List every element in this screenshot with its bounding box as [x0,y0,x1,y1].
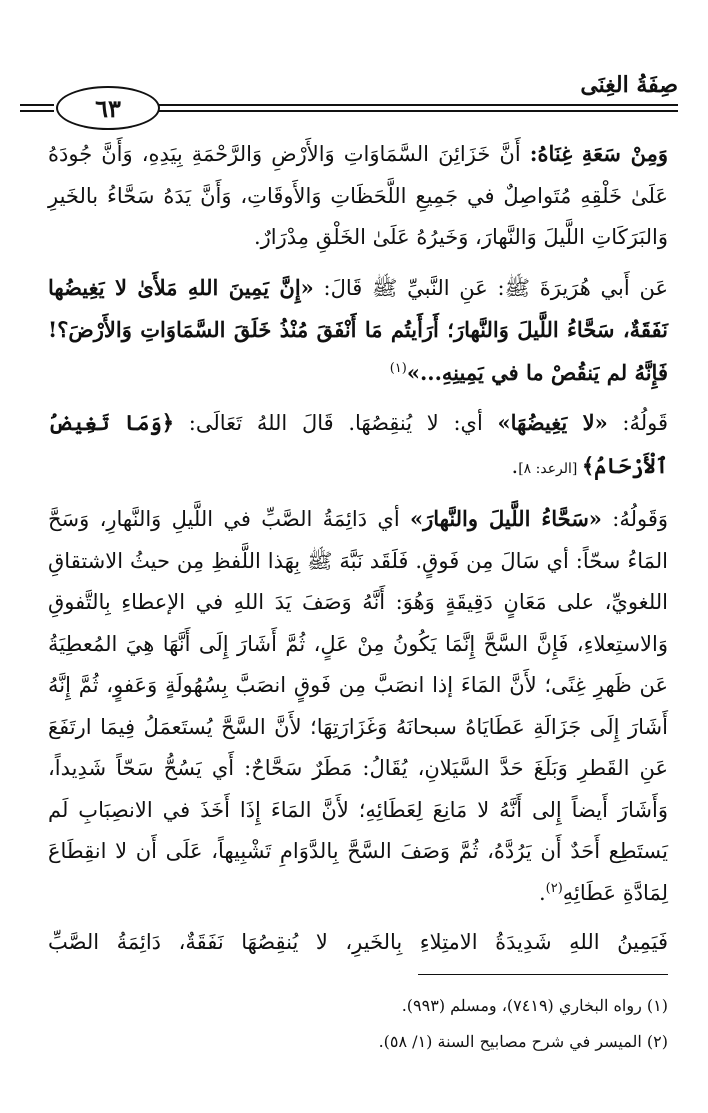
verse-reference: [الرعد: ٨] [518,460,582,477]
page-number: ٦٣ [56,86,160,130]
footnote-separator [418,974,668,975]
sentence-end: . [538,880,546,905]
main-text [48,133,668,972]
header-rule [158,104,678,106]
running-title: صِفَةُ الغِنَى [580,72,678,98]
quoted-phrase: «لا يَغِيضُهَا» [497,410,608,435]
page-header [20,64,678,130]
paragraph-3 [48,402,668,490]
paragraph-lead: قَولُهُ: [607,411,669,435]
paragraph-lead: وَمِنْ سَعَةِ غِنَاهُ: [529,141,668,166]
paragraph-4 [48,498,668,914]
header-rule [20,104,54,106]
paragraph-5 [48,922,668,964]
footnote-1: (١) رواه البخاري (٧٤١٩)، ومسلم (٩٩٣). [401,996,668,1015]
paragraph-lead: وَقَولُهُ: [601,507,669,531]
paragraph-text: أَنَّ خَزَائِنَ السَّمَاوَاتِ وَالأَرْضِ وَالرَّحْمَةِ بِيَدِهِ، وَأَنَّ جُودَهُ عَلَىٰ خَلْقِهِ مُتَواصِلٌ في جَمِيعِ اللَّحَظَاتِ وَالأَوقَاتِ، وَأَنَّ يَدَهُ سَحَّاءُ بالخَيرِ وَالبَرَكَاتِ اللَّيلَ وَالنَّهارَ، وَخَيرُهُ عَلَىٰ الخَلْقِ مِدْرَارٌ. [48,142,668,249]
quran-verse: ﴿وَمَا تَغِيضُ ٱلْأَرْحَامُ﴾ [48,410,668,478]
paragraph-text: فَيَمِينُ اللهِ شَدِيدَةُ الامتِلاءِ بِالخَيرِ، لا يُنقِصُهَا نَفَقَةٌ، دَائِمَةُ الصَّبِّ [48,930,668,954]
paragraph-2 [48,267,668,395]
footnote-marker: (١) [389,360,407,376]
header-rule [20,110,54,112]
quoted-phrase: «سَحَّاءُ اللَّيلَ والنَّهارَ» [409,506,602,531]
paragraph-intro: عَن أَبي هُرَيرَةَ ﷺ: عَنِ النَّبيِّ ﷺ قَالَ: [313,275,668,300]
paragraph-text: أي دَائِمَةُ الصَّبِّ في اللَّيلِ وَالنَّهارِ، وَسَحَّ المَاءُ سحّاً: أي سَالَ مِن فَوقٍ. فَلَقَد نَبَّهَ ﷺ بِهَذا اللَّفظِ مِن حيثُ الاشتقاقِ اللغويِّ، على مَعَانٍ دَقِيقَةٍ وَهُوَ: أَنَّهُ وَصَفَ يَدَ اللهِ في الإعطاءِ بِالتَّفوقِ وَالاستِعلاءِ، فَإِنَّ السَّحَّ إِنَّمَا يَكُونُ مِنْ عَلٍ، ثُمَّ أَشَارَ إِلَى أَنَّهَا هِيَ المُعطِيَةُ عَن ظَهرِ غِنًى؛ لأَنَّ المَاءَ إذا انصَبَّ مِن فَوقٍ انصَبَّ بِسُهُولَةٍ وَعَفوٍ، ثُمَّ إِنَّهُ أَشَارَ إِلَى جَزَالَةِ عَطَايَاهُ سبحانَهُ وَغَزَارَتِهَا؛ لأَنَّ السَّحَّ يُستَعمَلُ فِيمَا ارتَفَعَ عَنِ القَطرِ وَبَلَغَ حَدَّ السَّيَلانِ، يُقَالُ: مَطَرٌ سَحَّاحٌ: أَي يَسُحُّ سَحّاً شَدِيداً، وَأَشَارَ أَيضاً إِلى أَنَّهُ لا مَانِعَ لِعَطَائِهِ؛ لأَنَّ المَاءَ إِذَا أَخَذَ في الانصِبَابِ لَم يَستَطِع أَحَدٌ أَن يَرُدَّهُ، ثُمَّ وَصَفَ السَّحَّ بِالدَّوَامِ تَشْبِيهاً، عَلَى أَن لا انقِطَاعَ لِمَادَّةِ عَطَائِهِ [48,507,669,905]
hadith-text: «إِنَّ يَمِينَ اللهِ مَلأَىٰ لا يَغِيضُها نَفَقَةٌ، سَحَّاءُ اللَّيلَ وَالنَّهارَ؛ أَرَأَيتُم مَا أَنْفَقَ مُنْذُ خَلَقَ السَّمَاوَاتِ وَالأَرْضَ؟! فَإِنَّهُ لم يَنقُصْ ما في يَمِينِهِ...» [48,274,668,385]
sentence-end: . [511,453,519,478]
header-rule [158,110,678,112]
footnotes [48,988,668,1060]
footnote-marker: (٢) [545,880,563,896]
paragraph-text: أي: لا يُنقِصُهَا. قَالَ اللهُ تَعَالَى: [174,411,498,435]
paragraph-1 [48,133,668,259]
footnote-2: (٢) الميسر في شرح مصابيح السنة (١/ ٥٨). [378,1032,668,1051]
